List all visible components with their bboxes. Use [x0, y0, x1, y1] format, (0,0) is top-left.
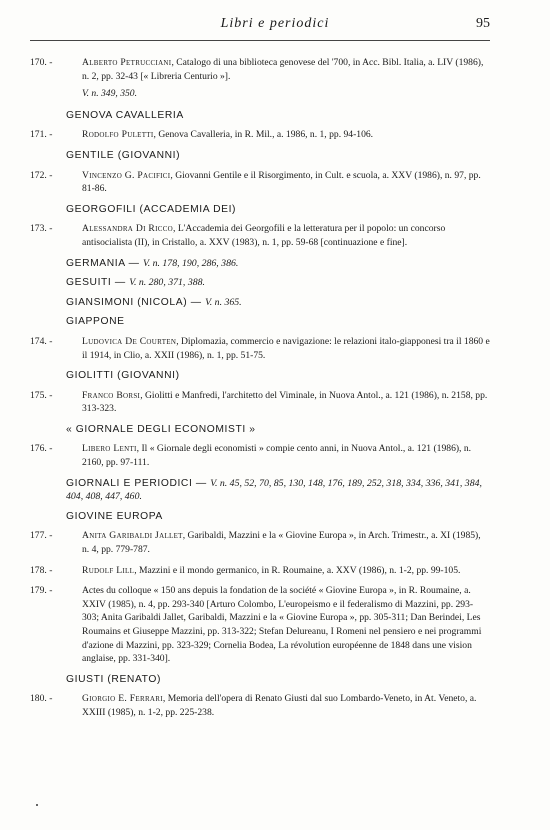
subject-heading — [30, 257, 490, 271]
entry-author: Ludovica De Courten — [82, 335, 177, 347]
entry-number: 179. - — [30, 585, 53, 597]
entry-author: Giorgio E. Ferrari — [82, 693, 163, 705]
heading-cross-reference: V. n. 178, 190, 286, 386. — [142, 257, 239, 269]
entry-author: Rudolf Lill — [82, 564, 135, 576]
page-header — [0, 16, 550, 44]
heading-cross-reference: V. n. 45, 52, 70, 85, 130, 148, 176, 189, 252, 318, 334, 336, 341, 384, 404, 408, 447, 460. — [66, 477, 482, 503]
bibliography-entry — [30, 56, 490, 83]
bibliography-entry — [30, 389, 490, 416]
entry-number: 175. - — [30, 389, 53, 401]
heading-text: GEORGOFILI (ACCADEMIA DEI) — [66, 203, 237, 215]
heading-cross-reference: V. n. 365. — [205, 296, 242, 308]
bibliography-entry — [30, 692, 490, 719]
subject-heading — [30, 369, 490, 383]
running-title: Libri e periodici — [220, 16, 330, 31]
heading-text: GENOVA CAVALLERIA — [66, 109, 184, 121]
bibliography-entry — [30, 169, 490, 196]
entry-author: Libero Lenti — [82, 443, 137, 455]
bibliography-list — [30, 56, 490, 727]
entry-number: 172. - — [30, 169, 53, 181]
header-rule — [30, 40, 490, 41]
subject-heading — [30, 673, 490, 687]
heading-text: GIORNALI E PERIODICI — — [66, 477, 211, 489]
heading-text: GIANSIMONI (NICOLA) — — [66, 296, 206, 308]
subject-heading — [30, 149, 490, 163]
heading-text: GIUSTI (RENATO) — [66, 673, 161, 685]
page-number: 95 — [476, 16, 490, 31]
entry-text: Actes du colloque « 150 ans depuis la fondation de la société « Giovine Europa », in R. Roumaine, a. XXIV (1985), n. 4, pp. 293-340 [Arturo Colombo, L'europeismo e il federalismo di Mazzini, pp. 293-303; Anita Garibaldi Jallet, Garibaldi, Mazzini e la « Giovine Europa », pp. 305-311; Dan Berindei, Les Roumains et Giuseppe Mazzini, pp. 313-322; Stefan Delureanu, I Romeni nel pensiero e nei programmi d'azione di Mazzini, pp. 323-329; Cornelia Bodea, La révolution européenne de 1848 dans une vision anglaise, pp. 331-340]. — [82, 585, 482, 665]
heading-cross-reference: V. n. 280, 371, 388. — [129, 277, 205, 289]
entry-number: 171. - — [30, 129, 53, 141]
subject-heading — [30, 276, 490, 290]
entry-number: 180. - — [30, 693, 53, 705]
heading-text: GERMANIA — — [66, 257, 143, 269]
heading-text: GIOLITTI (GIOVANNI) — [66, 370, 180, 382]
bibliography-entry — [30, 222, 490, 249]
entry-text: , Giovanni Gentile e il Risorgimento, in Cult. e scuola, a. XXV (1986), n. 97, pp. 81-86. — [82, 169, 481, 195]
heading-text: GENTILE (GIOVANNI) — [66, 149, 181, 161]
entry-number: 174. - — [30, 335, 53, 347]
entry-text: , Mazzini e il mondo germanico, in R. Roumaine, a. XXV (1986), n. 1-2, pp. 99-105. — [134, 564, 461, 576]
entry-text: , Garibaldi, Mazzini e la « Giovine Europa », in Arch. Trimestr., a. XI (1985), n. 4, pp. 779-787. — [82, 530, 481, 556]
entry-text: , Catalogo di una biblioteca genovese del '700, in Acc. Bibl. Italia, a. LIV (1986), n. 2, pp. 32-43 [« Libreria Centurio »]. — [82, 57, 484, 82]
entry-number: 176. - — [30, 443, 53, 455]
subject-heading — [30, 203, 490, 217]
bibliography-entry — [30, 335, 490, 362]
bibliography-entry — [30, 529, 490, 556]
entry-text: , Memoria dell'opera di Renato Giusti dal suo Lombardo-Veneto, in At. Veneto, a. XXIII (1985), n. 1-2, pp. 225-238. — [82, 693, 477, 718]
heading-text: GIOVINE EUROPA — [66, 510, 163, 522]
heading-text: GIAPPONE — [66, 316, 125, 328]
entry-author: Alessandra Di Ricco — [82, 223, 174, 235]
entry-author: Franco Borsi — [82, 389, 141, 401]
subject-heading — [30, 423, 490, 437]
heading-text: GESUITI — — [66, 277, 130, 289]
subject-heading — [30, 510, 490, 524]
entry-number: 177. - — [30, 530, 53, 542]
bibliography-entry — [30, 564, 490, 578]
subject-heading — [30, 109, 490, 123]
entry-number: 173. - — [30, 223, 53, 235]
subject-heading — [30, 296, 490, 310]
page-mark — [36, 804, 38, 806]
entry-text: , Diplomazia, commercio e navigazione: le relazioni italo-giapponesi tra il 1860 e il 1914, in Clio, a. XXII (1986), n. 1, pp. 51-75. — [82, 335, 490, 361]
entry-author: Alberto Petrucciani — [82, 57, 172, 68]
entry-text: , Giolitti e Manfredi, l'architetto del Viminale, in Nuova Antol., a. 121 (1986), n. 2158, pp. 313-323. — [82, 389, 488, 415]
cross-reference: V. n. 349, 350. — [82, 88, 137, 100]
heading-text: « GIORNALE DEGLI ECONOMISTI » — [66, 423, 256, 435]
entry-text: , Genova Cavalleria, in R. Mil., a. 1986, n. 1, pp. 94-106. — [153, 129, 374, 141]
entry-number: 178. - — [30, 564, 53, 576]
subject-heading — [30, 477, 490, 504]
bibliography-entry — [30, 584, 490, 666]
bibliography-entry — [30, 442, 490, 469]
entry-author: Anita Garibaldi Jallet — [82, 530, 183, 542]
entry-author: Vincenzo G. Pacifici — [82, 169, 171, 181]
subject-heading — [30, 315, 490, 329]
bibliography-entry — [30, 128, 490, 142]
entry-text: , L'Accademia dei Georgofili e la letteratura per il popolo: un concorso antisocialista (II), in Cristallo, a. XXV (1983), n. 1, pp. 59-68 [continuazione e fine]. — [82, 223, 446, 248]
entry-author: Rodolfo Puletti — [82, 129, 154, 141]
entry-number: 170. - — [30, 57, 53, 68]
entry-text: , Il « Giornale degli economisti » compie cento anni, in Nuova Antol., a. 121 (1986), n. 2160, pp. 97-111. — [82, 443, 472, 469]
